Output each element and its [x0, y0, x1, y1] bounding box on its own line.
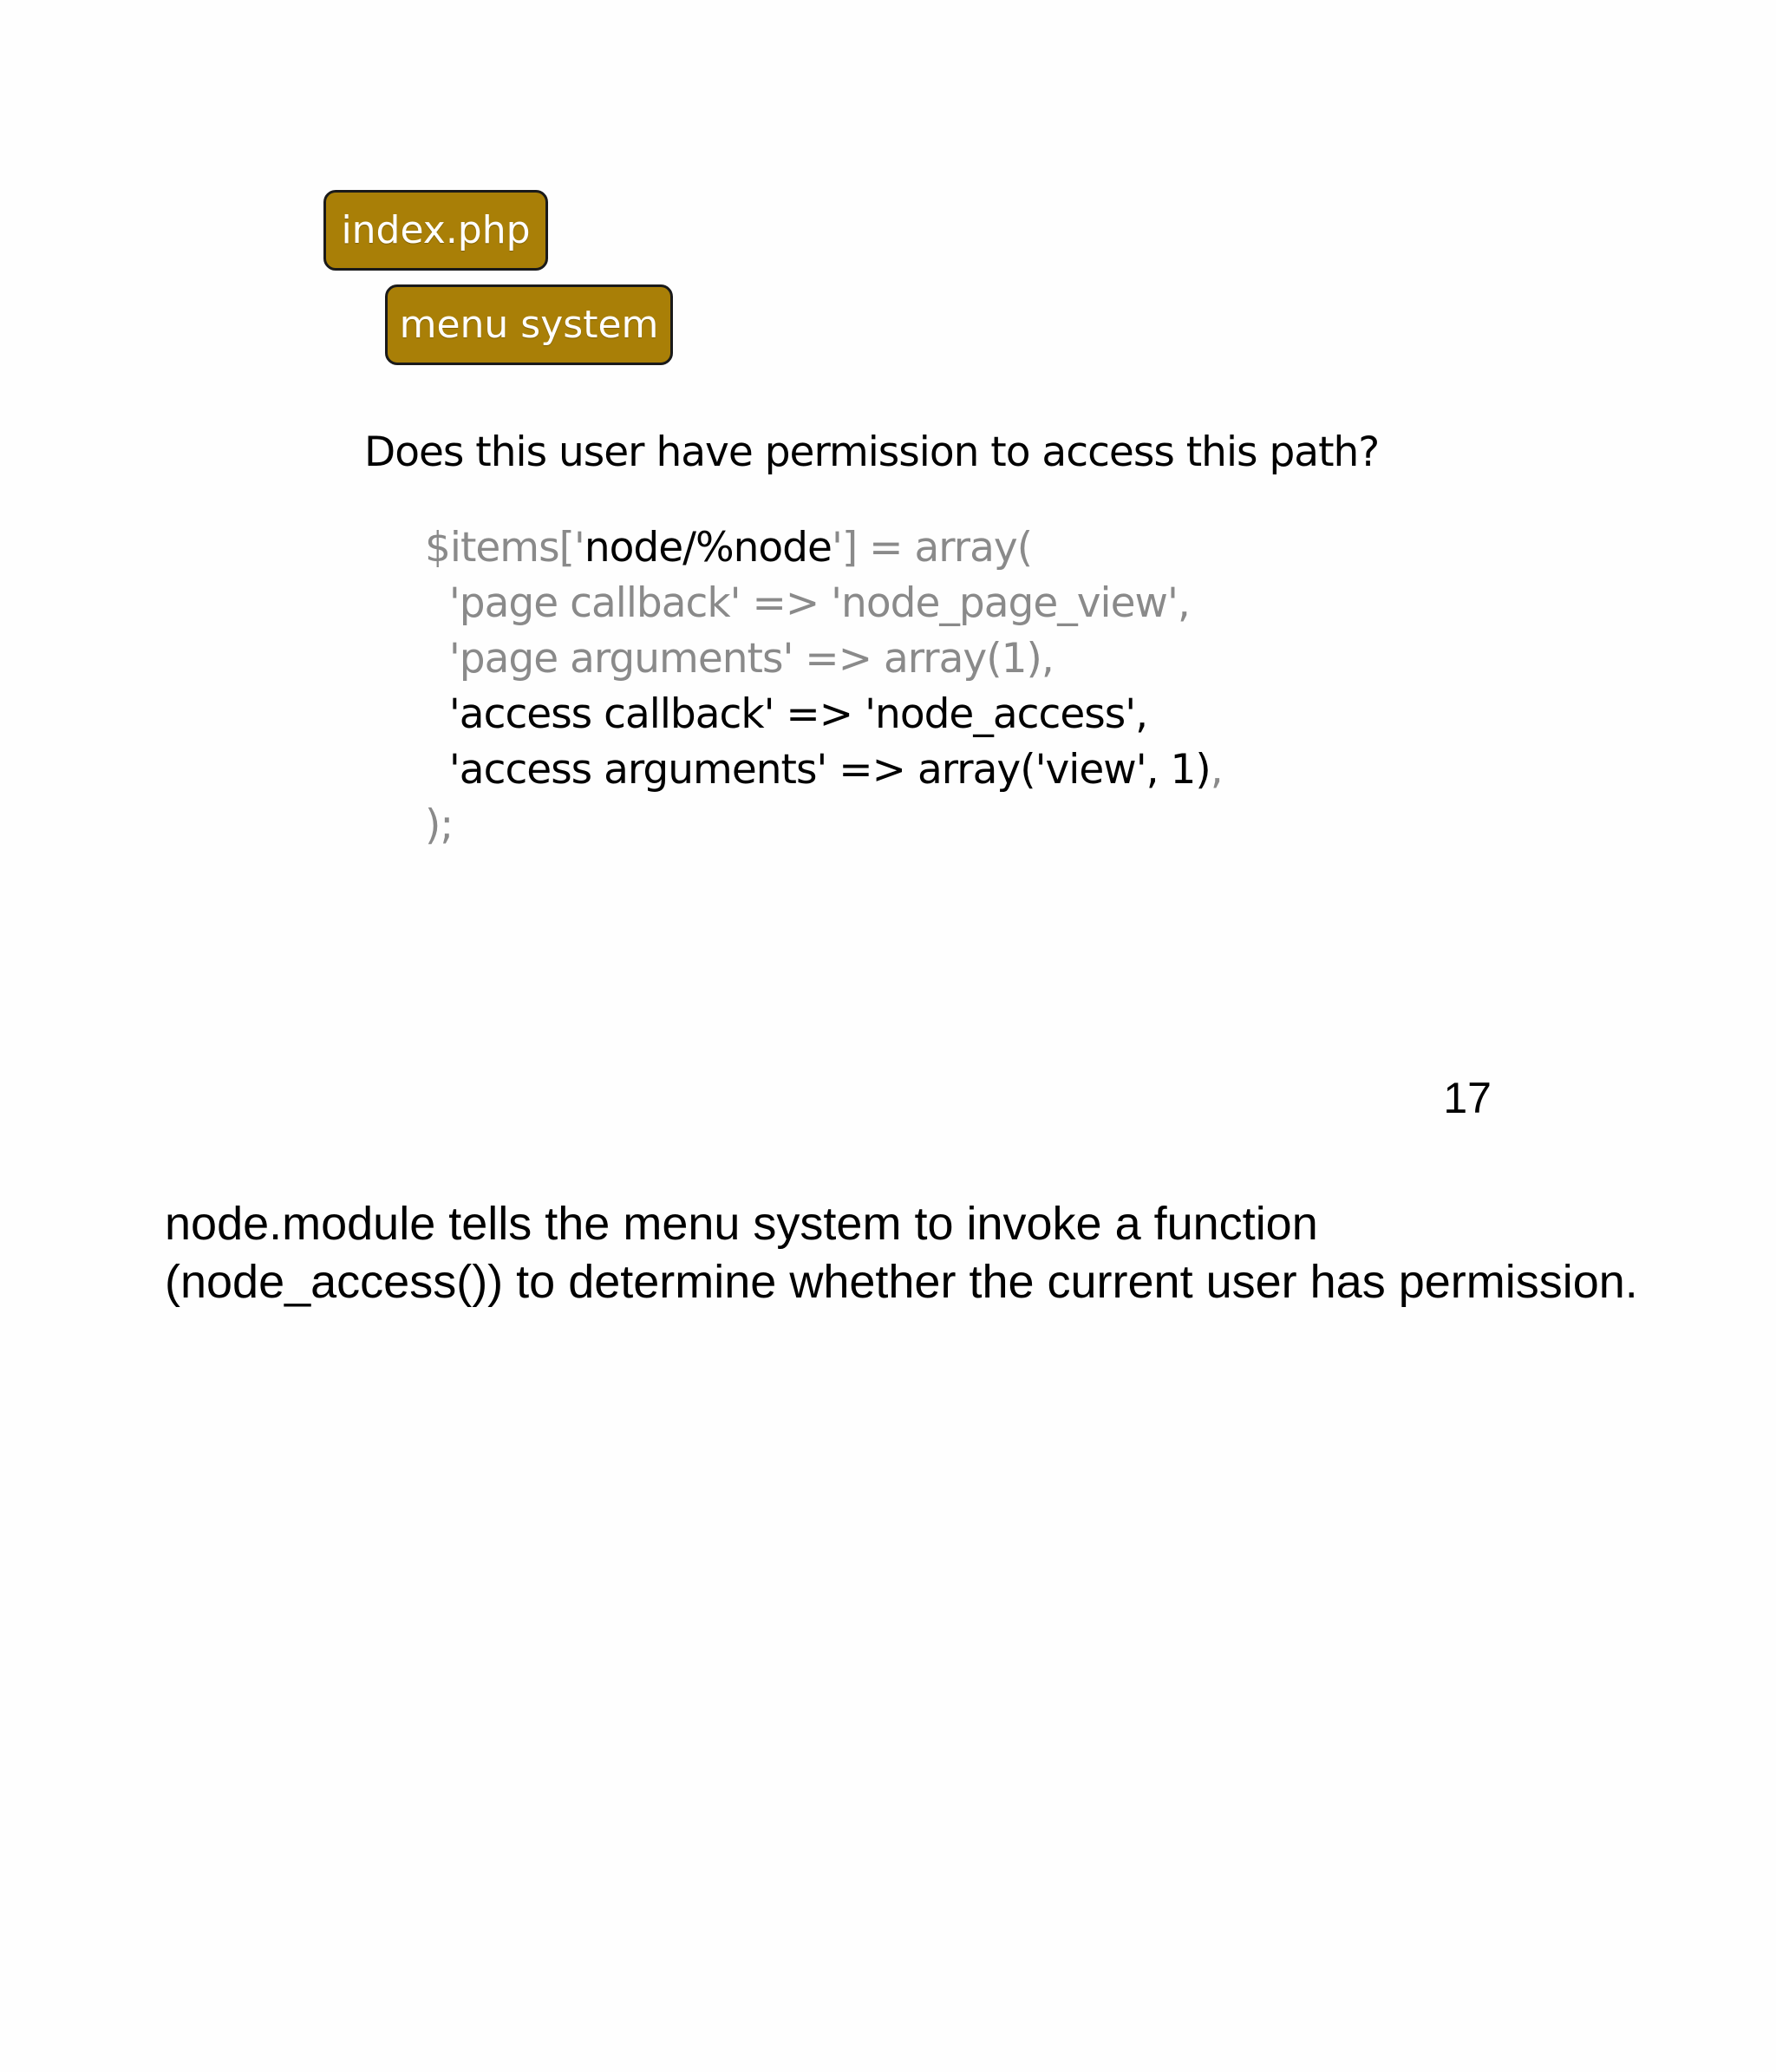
code-line-1: [425, 520, 1223, 576]
menu-system-box: [385, 284, 673, 365]
code-line-1-path: node/%node: [584, 524, 832, 572]
index-php-label: index.php: [341, 208, 531, 252]
code-line-1-suffix: '] = array(: [831, 524, 1033, 572]
code-line-1-prefix: $items[': [425, 524, 584, 572]
code-line-2: 'page callback' => 'node_page_view',: [425, 579, 1190, 627]
code-line-5-comma: ,: [1210, 746, 1223, 794]
code-line-4: 'access callback' => 'node_access',: [425, 690, 1148, 738]
slide-question: Does this user have permission to access this path?: [364, 428, 1380, 476]
code-line-3: 'page arguments' => array(1),: [425, 635, 1054, 683]
code-block: [425, 520, 1223, 853]
code-line-5-main: 'access arguments' => array('view', 1): [425, 746, 1211, 794]
index-php-box: [323, 190, 548, 271]
speaker-notes: node.module tells the menu system to invoke a function (node_access()) to determine whether the current user has permission.: [165, 1198, 1638, 1308]
page-number: 17: [1443, 1074, 1492, 1122]
menu-system-label: menu system: [399, 303, 659, 347]
code-line-6: );: [425, 801, 454, 849]
code-line-5: [425, 742, 1223, 798]
